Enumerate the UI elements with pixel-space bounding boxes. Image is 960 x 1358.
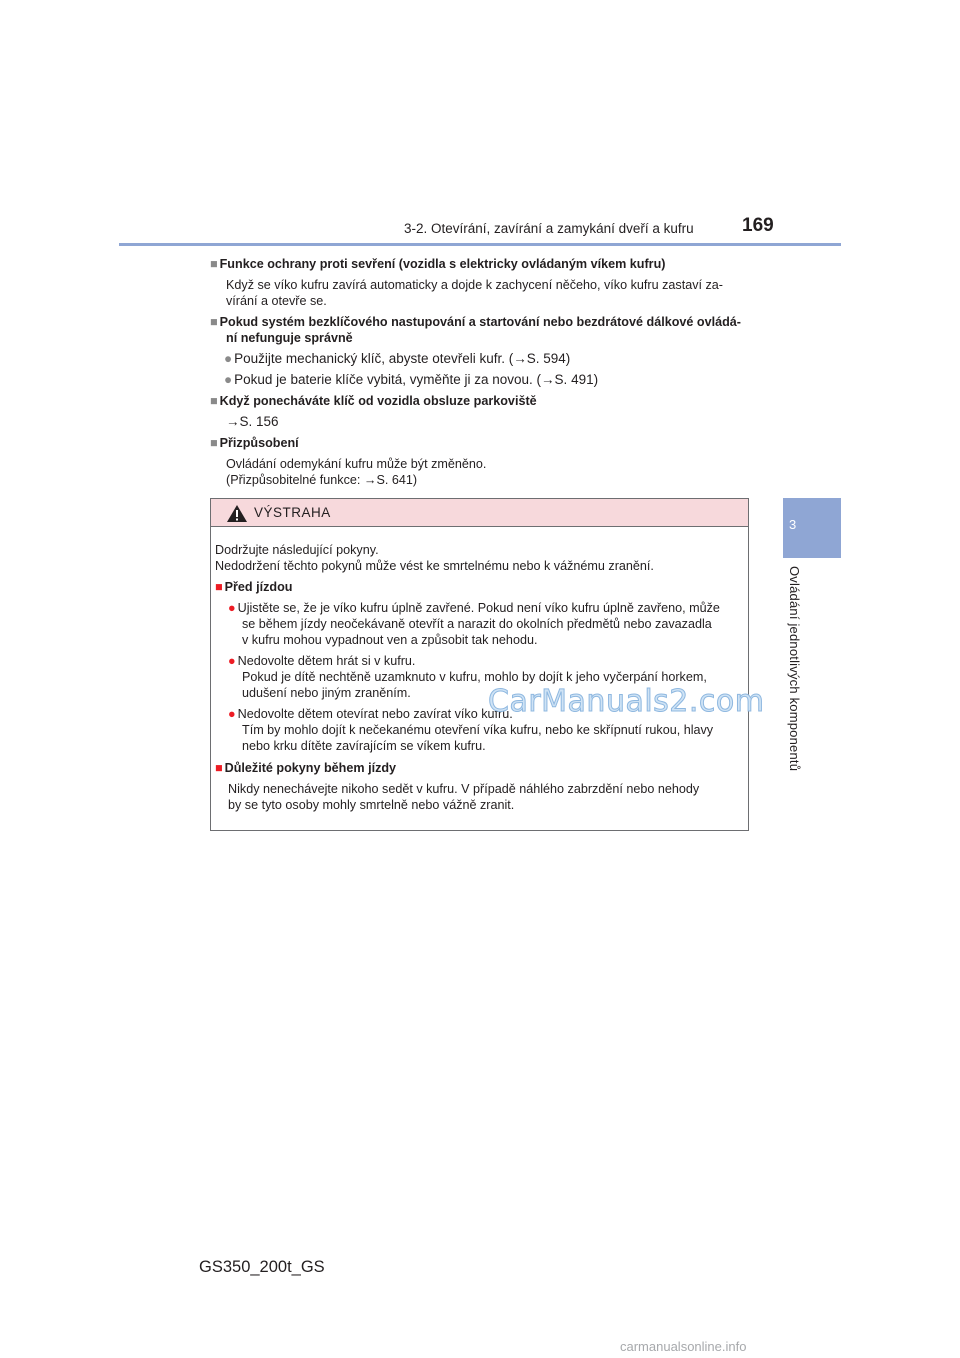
square-bullet-icon: ■ [215, 761, 223, 775]
warning-bullet-text: Nedovolte dětem hrát si v kufru. [237, 654, 416, 668]
header-rule [119, 243, 841, 246]
header-section-title: 3-2. Otevírání, zavírání a zamykání dveří a kufru [404, 221, 694, 236]
warning-subheading [215, 579, 292, 595]
page-number: 169 [742, 215, 774, 236]
warning-bullet-text: Nedovolte dětem otevírat nebo zavírat víko kufru. [237, 707, 513, 721]
round-bullet-icon: ● [224, 351, 233, 366]
section-heading [210, 256, 665, 273]
warning-bullet-line: Tím by mohlo dojít k nečekanému otevření víka kufru, nebo ke skřípnutí rukou, hlavy [242, 723, 714, 737]
warning-paragraph-line: by se tyto osoby mohly smrtelně nebo vážně zranit. [228, 798, 515, 812]
footer-site-watermark: carmanualsonline.info [620, 1339, 747, 1354]
warning-bullet-text: Ujistěte se, že je víko kufru úplně zavřené. Pokud není víko kufru úplně zavřeno, může [237, 601, 720, 615]
warning-bullet [228, 653, 415, 669]
page-reference: →S. 156 [226, 414, 279, 429]
section-heading-text: Funkce ochrany proti sevření (vozidla s elektricky ovládaným víkem kufru) [219, 257, 666, 271]
section-heading-text: Přizpůsobení [219, 436, 299, 450]
chapter-tab-label: Ovládání jednotlivých komponentů [787, 566, 802, 772]
square-bullet-icon: ■ [210, 315, 218, 329]
section-heading-text: Když ponecháváte klíč od vozidla obsluze parkoviště [219, 394, 537, 408]
warning-bullet-line: se během jízdy neočekávaně otevřít a narazit do okolních předmětů nebo zavazadla [242, 617, 712, 631]
warning-bullet [228, 600, 720, 616]
warning-title: VÝSTRAHA [254, 505, 331, 520]
list-item-text: Použijte mechanický klíč, abyste otevřeli kufr. (→S. 594) [234, 351, 571, 366]
paragraph-line: Ovládání odemykání kufru může být změněno. [226, 457, 487, 471]
paragraph-line: vírání a otevře se. [226, 294, 327, 308]
square-bullet-icon: ■ [210, 394, 218, 408]
section-heading [210, 314, 741, 331]
square-bullet-icon: ■ [210, 257, 218, 271]
warning-subheading-text: Důležité pokyny během jízdy [224, 761, 397, 775]
round-bullet-icon: ● [228, 654, 236, 668]
list-item [224, 371, 598, 388]
warning-intro-line: Dodržujte následující pokyny. [215, 543, 379, 557]
paragraph-line: (Přizpůsobitelné funkce: →S. 641) [226, 473, 418, 487]
list-item [224, 350, 570, 367]
warning-paragraph-line: Nikdy nenechávejte nikoho sedět v kufru. V případě náhlého zabrzdění nebo nehody [228, 782, 700, 796]
round-bullet-icon: ● [228, 707, 236, 721]
footer-model-code: GS350_200t_GS [199, 1258, 325, 1276]
warning-bullet-line: nebo krku dítěte zavírajícím se víkem kufru. [242, 739, 486, 753]
warning-bullet-line: udušení nebo jiným zraněním. [242, 686, 411, 700]
watermark-logo: CarManuals2.com [488, 684, 765, 719]
section-heading [210, 393, 537, 410]
paragraph-line: Když se víko kufru zavírá automaticky a dojde k zachycení něčeho, víko kufru zastaví za- [226, 278, 723, 292]
round-bullet-icon: ● [228, 601, 236, 615]
square-bullet-icon: ■ [210, 436, 218, 450]
warning-bullet-line: Pokud je dítě nechtěně uzamknuto v kufru, mohlo by dojít k jeho vyčerpání horkem, [242, 670, 707, 684]
round-bullet-icon: ● [224, 372, 233, 387]
warning-intro-line: Nedodržení těchto pokynů může vést ke smrtelnému nebo k vážnému zranění. [215, 559, 654, 573]
section-heading-continued: ní nefunguje správně [226, 331, 353, 345]
section-heading [210, 435, 299, 452]
list-item-text: Pokud je baterie klíče vybitá, vyměňte ji za novou. (→S. 491) [234, 372, 599, 387]
square-bullet-icon: ■ [215, 580, 223, 594]
chapter-tab-number: 3 [789, 517, 797, 532]
warning-bullet-line: v kufru mohou vypadnout ven a způsobit tak nehodu. [242, 633, 538, 647]
section-heading-text: Pokud systém bezklíčového nastupování a startování nebo bezdrátové dálkové ovládá- [219, 315, 742, 329]
warning-subheading [215, 760, 396, 776]
warning-subheading-text: Před jízdou [224, 580, 293, 594]
warning-bullet [228, 706, 513, 722]
warning-triangle-icon [226, 504, 248, 523]
